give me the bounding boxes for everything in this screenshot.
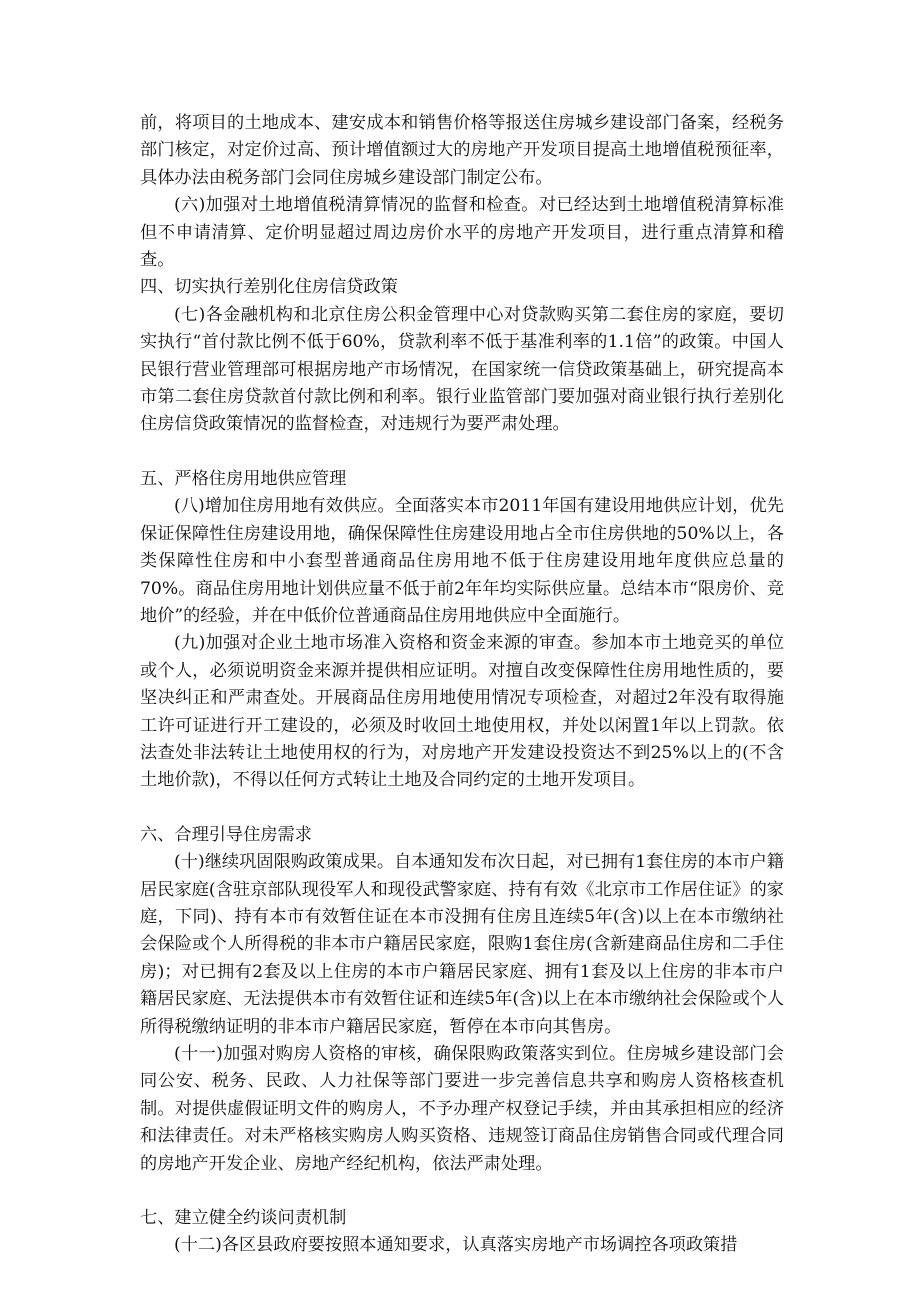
section-heading-7: 七、建立健全约谈问责机制 [140, 1208, 347, 1229]
paragraph-item-12: (十二)各区县政府要按照本通知要求，认真落实房地产市场调控各项政策措 [174, 1235, 738, 1256]
paragraph-item-6: (六)加强对土地增值税清算情况的监督和检查。对已经达到土地增值税清算标准但不申请清算、定价明显超过周边房价水平的房地产开发项目，进行重点清算和稽查。 [140, 195, 784, 271]
document-page [140, 110, 784, 1260]
paragraph-item-8: (八)增加住房用地有效供应。全面落实本市2011年国有建设用地供应计划，优先保证保障性住房建设用地，确保保障性住房建设用地占全市住房供地的50%以上，各类保障性住房和中小套型普通商品住房用地不低于住房建设用地年度供应总量的70%。商品住房用地计划供应量不低于前2年年均实际供应量。总结本市“限房价、竞地价”的经验，并在中低价位普通商品住房用地供应中全面施行。 [140, 496, 784, 626]
section-heading-4: 四、切实执行差别化住房信贷政策 [140, 277, 398, 298]
paragraph-item-11: (十一)加强对购房人资格的审核，确保限购政策落实到位。住房城乡建设部门会同公安、税务、民政、人力社保等部门要进一步完善信息共享和购房人资格核查机制。对提供虚假证明文件的购房人，不予办理产权登记手续，并由其承担相应的经济和法律责任。对未严格核实购房人购买资格、违规签订商品住房销售合同或代理合同的房地产开发企业、房地产经纪机构，依法严肃处理。 [140, 1044, 784, 1174]
paragraph-item-9: (九)加强对企业土地市场准入资格和资金来源的审查。参加本市土地竞买的单位或个人，必须说明资金来源并提供相应证明。对擅自改变保障性住房用地性质的，要坚决纠正和严肃查处。开展商品住房用地使用情况专项检查，对超过2年没有取得施工许可证进行开工建设的，必须及时收回土地使用权，并处以闲置1年以上罚款。依法查处非法转让土地使用权的行为，对房地产开发建设投资达不到25%以上的(不含土地价款)，不得以任何方式转让土地及合同约定的土地开发项目。 [140, 633, 784, 791]
paragraph-item-7: (七)各金融机构和北京住房公积金管理中心对贷款购买第二套住房的家庭，要切实执行“首付款比例不低于60%，贷款利率不低于基准利率的1.1倍”的政策。中国人民银行营业管理部可根据房地产市场情况，在国家统一信贷政策基础上，研究提高本市第二套住房贷款首付款比例和利率。银行业监管部门要加强对商业银行执行差别化住房信贷政策情况的监督检查，对违规行为要严肃处理。 [140, 304, 784, 435]
section-heading-5: 五、严格住房用地供应管理 [140, 468, 347, 489]
paragraph-continued: 前，将项目的土地成本、建安成本和销售价格等报送住房城乡建设部门备案，经税务部门核定，对定价过高、预计增值额过大的房地产开发项目提高土地增值税预征率，具体办法由税务部门会同住房城乡建设部门制定公布。 [140, 113, 784, 188]
paragraph-item-10: (十)继续巩固限购政策成果。自本通知发布次日起，对已拥有1套住房的本市户籍居民家庭(含驻京部队现役军人和现役武警家庭、持有有效《北京市工作居住证》的家庭，下同)、持有本市有效暂住证在本市没拥有住房且连续5年(含)以上在本市缴纳社会保险或个人所得税的非本市户籍居民家庭，限购1套住房(含新建商品住房和二手住房)；对已拥有2套及以上住房的本市户籍居民家庭、拥有1套及以上住房的非本市户籍居民家庭、无法提供本市有效暂住证和连续5年(含)以上在本市缴纳社会保险或个人所得税缴纳证明的非本市户籍居民家庭，暂停在本市向其售房。 [140, 852, 784, 1037]
section-heading-6: 六、合理引导住房需求 [140, 824, 312, 845]
